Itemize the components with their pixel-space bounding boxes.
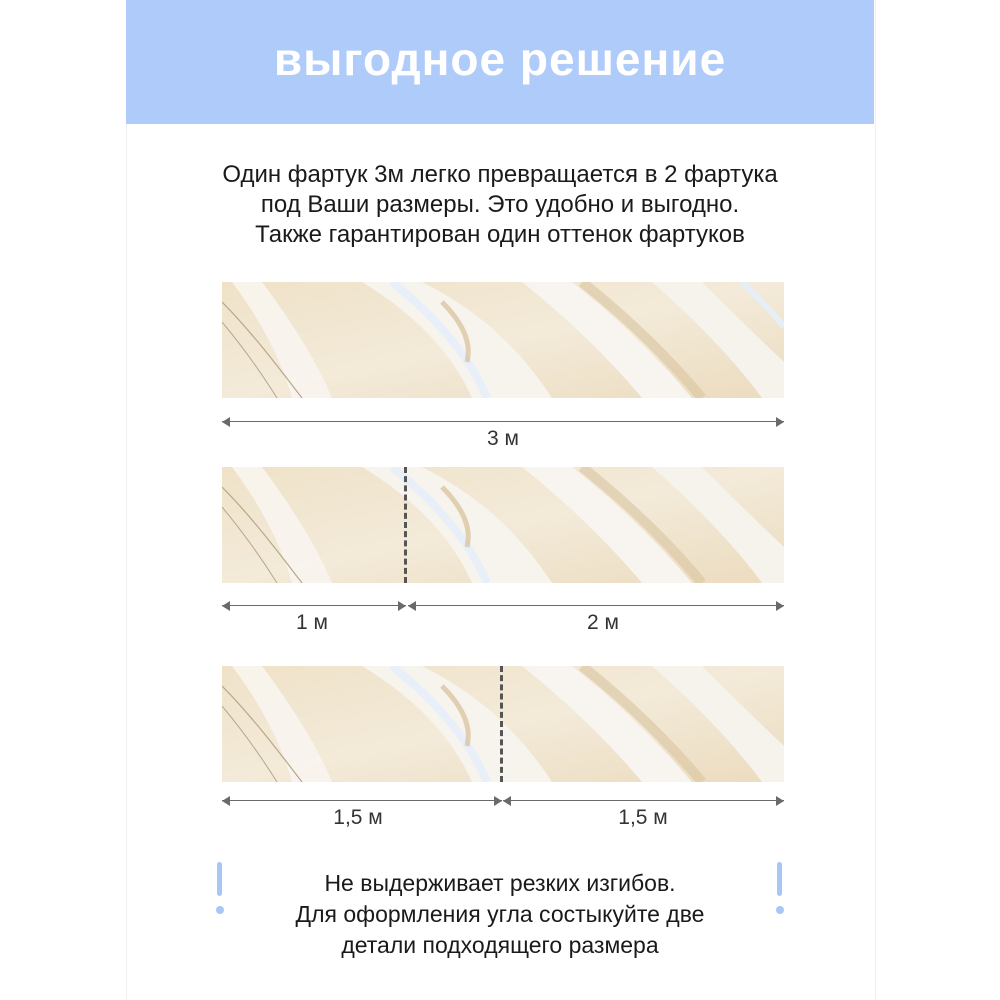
intro-line: Также гарантирован один оттенок фартуков bbox=[255, 221, 745, 248]
panel-full-3m bbox=[222, 282, 784, 398]
cut-line bbox=[404, 467, 407, 583]
dimension-label: 1,5 м bbox=[333, 806, 383, 829]
marble-texture bbox=[222, 282, 784, 398]
marble-texture bbox=[222, 467, 784, 583]
warning-note bbox=[200, 868, 800, 961]
dimension-label: 2 м bbox=[587, 611, 619, 634]
note-line: Для оформления угла состыкуйте две bbox=[295, 901, 705, 927]
dimension-label: 1 м bbox=[296, 611, 328, 634]
note-line: Не выдерживает резких изгибов. bbox=[324, 870, 676, 896]
header-banner bbox=[126, 0, 874, 124]
intro-line: под Ваши размеры. Это удобно и выгодно. bbox=[260, 191, 740, 218]
dimension-label: 3 м bbox=[487, 427, 519, 450]
panel-split-1-5m-1-5m bbox=[222, 666, 784, 782]
page-title: выгодное решение bbox=[273, 33, 727, 85]
note-line: детали подходящего размера bbox=[341, 932, 659, 958]
intro-text bbox=[150, 160, 850, 250]
intro-line: Один фартук 3м легко превращается в 2 фартука bbox=[222, 161, 778, 188]
panel-split-1m-2m bbox=[222, 467, 784, 583]
cut-line bbox=[500, 666, 503, 782]
dimension-label: 1,5 м bbox=[618, 806, 668, 829]
marble-texture bbox=[222, 666, 784, 782]
